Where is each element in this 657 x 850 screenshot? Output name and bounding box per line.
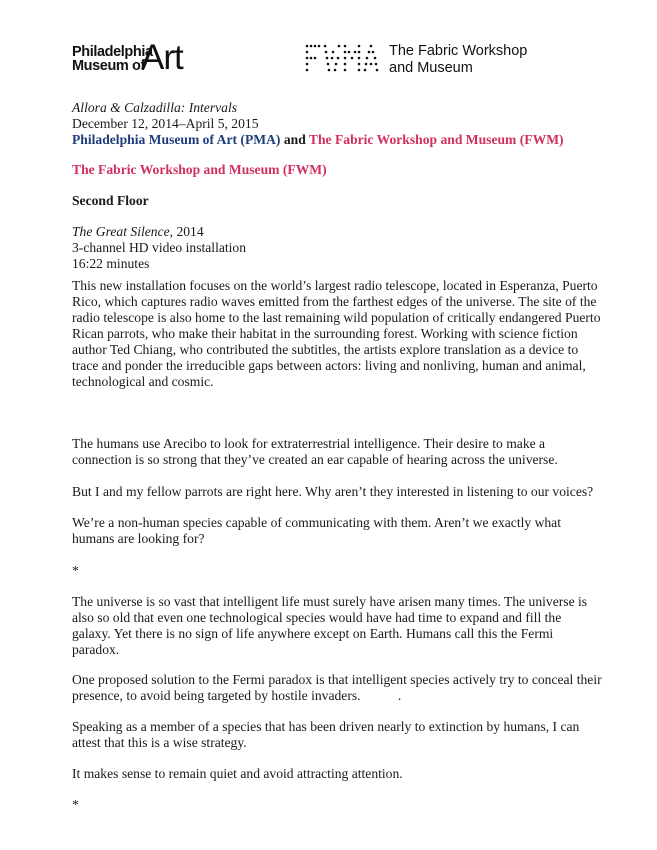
location-venue: The Fabric Workshop and Museum (FWM) [72,162,327,177]
exhibition-title: Allora & Calzadilla: Intervals [72,100,238,115]
location-floor: Second Floor [72,193,149,208]
paragraph-line: We’re a non-human species capable of communicating with them. Aren’t we exactly what [72,515,561,530]
paragraph-line: The humans use Arecibo to look for extraterrestrial intelligence. Their desire to make a [72,436,546,451]
paragraph-line: One proposed solution to the Fermi paradox is that intelligent species actively try to conceal their [72,672,602,687]
work-duration: 16:22 minutes [72,256,150,271]
pma-logo-line2: Museum of [72,58,145,74]
description-line: This new installation focuses on the world’s largest radio telescope, located in Esperanza, Puerto [72,278,598,293]
asterisk-separator: * [72,797,79,812]
description-line: Rico, which captures radio waves emitted from the farthest edges of the universe. The site of the [72,294,597,309]
subtitle-paragraph [72,719,579,751]
venue-fwm: The Fabric Workshop and Museum (FWM) [308,132,564,147]
pma-logo [72,40,202,78]
paragraph-line: presence, to avoid being targeted by hostile invaders. . [72,688,402,703]
work-medium: 3-channel HD video installation [72,240,247,255]
section-separator [72,797,79,813]
paragraph-line: The universe is so vast that intelligent life must surely have arisen many times. The universe is [72,594,588,609]
fwm-logo-line2: and Museum [389,60,473,76]
pma-logo-line1: Philadelphia [72,44,153,60]
description-line: trace and ponder the irreducible gaps between actors: living and nonliving, human and animal, [72,358,586,373]
description-line: Rican parrots, who make their habitat in the surrounding forest. Working with science fiction [72,326,578,341]
fwm-logo-text [389,43,527,77]
subtitle-paragraph [72,672,602,704]
work-title: The Great Silence [72,224,170,239]
paragraph-line: also so old that even one technological species would have had time to expand and fill the [72,610,562,625]
subtitle-paragraph [72,594,587,658]
venue-and: and [280,132,309,147]
description-line: technological and cosmic. [72,374,214,389]
work-title-line [72,224,246,240]
paragraph-line: galaxy. Yet there is no sign of life anywhere except on Earth. Humans call this the Fermi [72,626,554,641]
work-description [72,278,601,390]
paragraph-line: paradox. [72,642,120,657]
paragraph-line: attest that this is a wise strategy. [72,735,247,750]
exhibition-info [72,100,564,148]
work-year: , 2014 [169,224,204,239]
paragraph-line: connection is so strong that they’ve created an ear capable of hearing across the universe. [72,452,558,467]
asterisk-separator: * [72,563,79,578]
work-details [72,224,246,272]
paragraph-line: humans are looking for? [72,531,205,546]
exhibition-venues [72,132,564,148]
exhibition-dates: December 12, 2014–April 5, 2015 [72,116,259,131]
subtitle-paragraph [72,436,558,468]
fwm-logo [305,43,535,79]
subtitle-paragraph [72,484,593,500]
pma-logo-art: Art [141,38,183,77]
fwm-dot-mark-icon [305,44,379,74]
subtitle-paragraph [72,515,561,547]
description-line: author Ted Chiang, who contributed the subtitles, the artists explore translation as a device to [72,342,579,357]
paragraph-line: Speaking as a member of a species that has been driven nearly to extinction by humans, I can [72,719,580,734]
fwm-logo-line1: The Fabric Workshop [389,43,528,59]
paragraph-line: But I and my fellow parrots are right here. Why aren’t they interested in listening to our voices? [72,484,594,499]
subtitle-paragraph [72,766,403,782]
description-line: radio telescope is also home to the last remaining wild population of critically endangered Puerto [72,310,601,325]
section-separator [72,563,79,579]
paragraph-line: It makes sense to remain quiet and avoid attracting attention. [72,766,403,781]
venue-pma: Philadelphia Museum of Art (PMA) [72,132,281,147]
